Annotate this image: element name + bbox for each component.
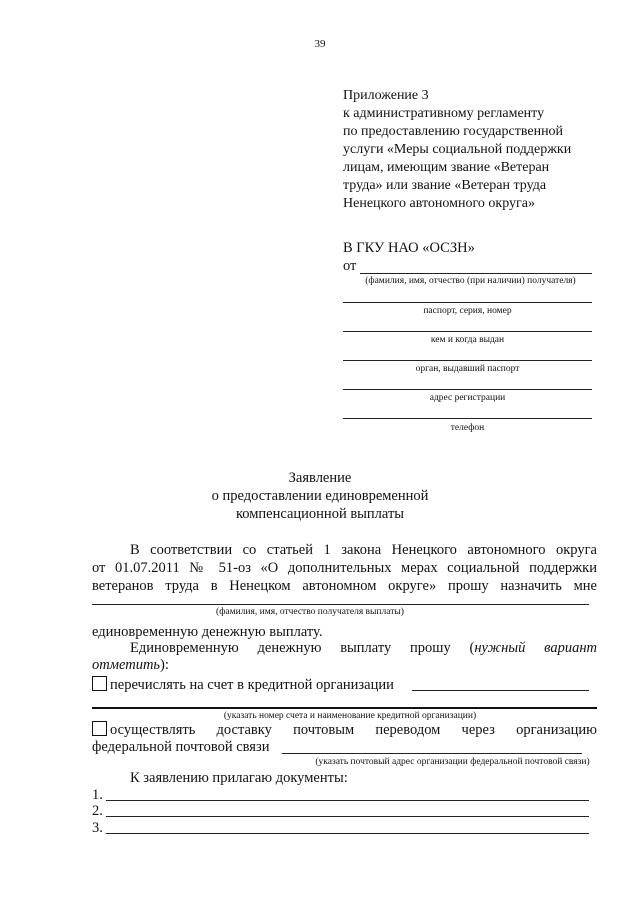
payment-method-line xyxy=(130,640,597,657)
account-field-line[interactable] xyxy=(92,707,597,709)
appendix-line: к административному регламенту xyxy=(343,106,545,121)
document-number: 2. xyxy=(92,803,103,819)
issued-by-field[interactable] xyxy=(343,331,592,332)
title-line: компенсационной выплаты xyxy=(235,506,405,522)
postal-transfer-checkbox[interactable] xyxy=(92,721,107,736)
postal-address-field[interactable] xyxy=(282,753,582,754)
recipient-name-caption: (фамилия, имя, отчество получателя выплаты) xyxy=(216,607,404,617)
document-number: 1. xyxy=(92,787,103,803)
appendix-line: лицам, имеющим звание «Ветеран xyxy=(343,160,550,175)
bank-transfer-checkbox[interactable] xyxy=(92,676,107,691)
mark-hint: отметить xyxy=(92,657,161,673)
title-line: Заявление xyxy=(288,470,352,486)
passport-caption: паспорт, серия, номер xyxy=(423,306,512,316)
applicant-name-caption: (фамилия, имя, отчество (при наличии) получателя) xyxy=(365,276,576,286)
issuing-authority-caption: орган, выдавший паспорт xyxy=(415,364,520,374)
account-caption: (указать номер счета и наименование кредитной организации) xyxy=(223,711,477,721)
appendix-line: труда» или звание «Ветеран труда xyxy=(343,178,547,193)
option-postal-label: осуществлять доставку почтовым переводом через организацию xyxy=(110,722,597,738)
document-field[interactable] xyxy=(106,833,589,834)
postal-caption: (указать почтовый адрес организации федеральной почтовой связи) xyxy=(315,757,590,767)
attachments-heading: К заявлению прилагаю документы: xyxy=(130,770,348,786)
appendix-line: Приложение 3 xyxy=(343,88,429,103)
appendix-line: услуги «Меры социальной поддержки xyxy=(343,142,572,157)
phone-field[interactable] xyxy=(343,418,592,419)
option-postal-transfer[interactable] xyxy=(92,721,597,739)
body-line: В соответствии со статьей 1 закона Ненецкого автономного округа xyxy=(130,542,597,558)
document-number: 3. xyxy=(92,820,103,836)
document-row xyxy=(92,803,589,820)
option-postal-line-2: федеральной почтовой связи xyxy=(92,739,270,755)
payment-method-text: Единовременную денежную выплату прошу ( xyxy=(130,640,475,656)
issuing-authority-field[interactable] xyxy=(343,360,592,361)
option-bank-transfer[interactable] xyxy=(92,676,597,694)
recipient-name: В ГКУ НАО «ОСЗН» xyxy=(343,240,475,256)
recipient-name-field[interactable] xyxy=(92,604,589,605)
page-number: 39 xyxy=(314,38,326,50)
body-line: единовременную денежную выплату. xyxy=(92,624,323,640)
document-field[interactable] xyxy=(106,816,589,817)
body-line: ветеранов труда в Ненецком автономном округе» прошу назначить мне xyxy=(92,578,597,594)
document-row xyxy=(92,787,589,804)
appendix-line: Ненецкого автономного округа» xyxy=(343,196,535,211)
payment-method-hint: нужный вариант xyxy=(474,640,597,656)
applicant-name-field[interactable] xyxy=(360,273,592,274)
payment-method-line-2 xyxy=(92,657,597,674)
from-label: от xyxy=(343,258,357,274)
address-field[interactable] xyxy=(343,389,592,390)
mark-hint-end: ): xyxy=(160,657,169,673)
document-field[interactable] xyxy=(106,800,589,801)
option-bank-label: перечислять на счет в кредитной организации xyxy=(110,677,394,693)
passport-field[interactable] xyxy=(343,302,592,303)
bank-account-field[interactable] xyxy=(412,690,589,691)
document-row xyxy=(92,820,589,837)
phone-caption: телефон xyxy=(450,423,485,433)
address-caption: адрес регистрации xyxy=(429,393,506,403)
body-line: от 01.07.2011 № 51-оз «О дополнительных мерах социальной поддержки xyxy=(92,560,597,576)
appendix-line: по предоставлению государственной xyxy=(343,124,564,139)
title-line: о предоставлении единовременной xyxy=(211,488,429,504)
issued-by-caption: кем и когда выдан xyxy=(430,335,505,345)
